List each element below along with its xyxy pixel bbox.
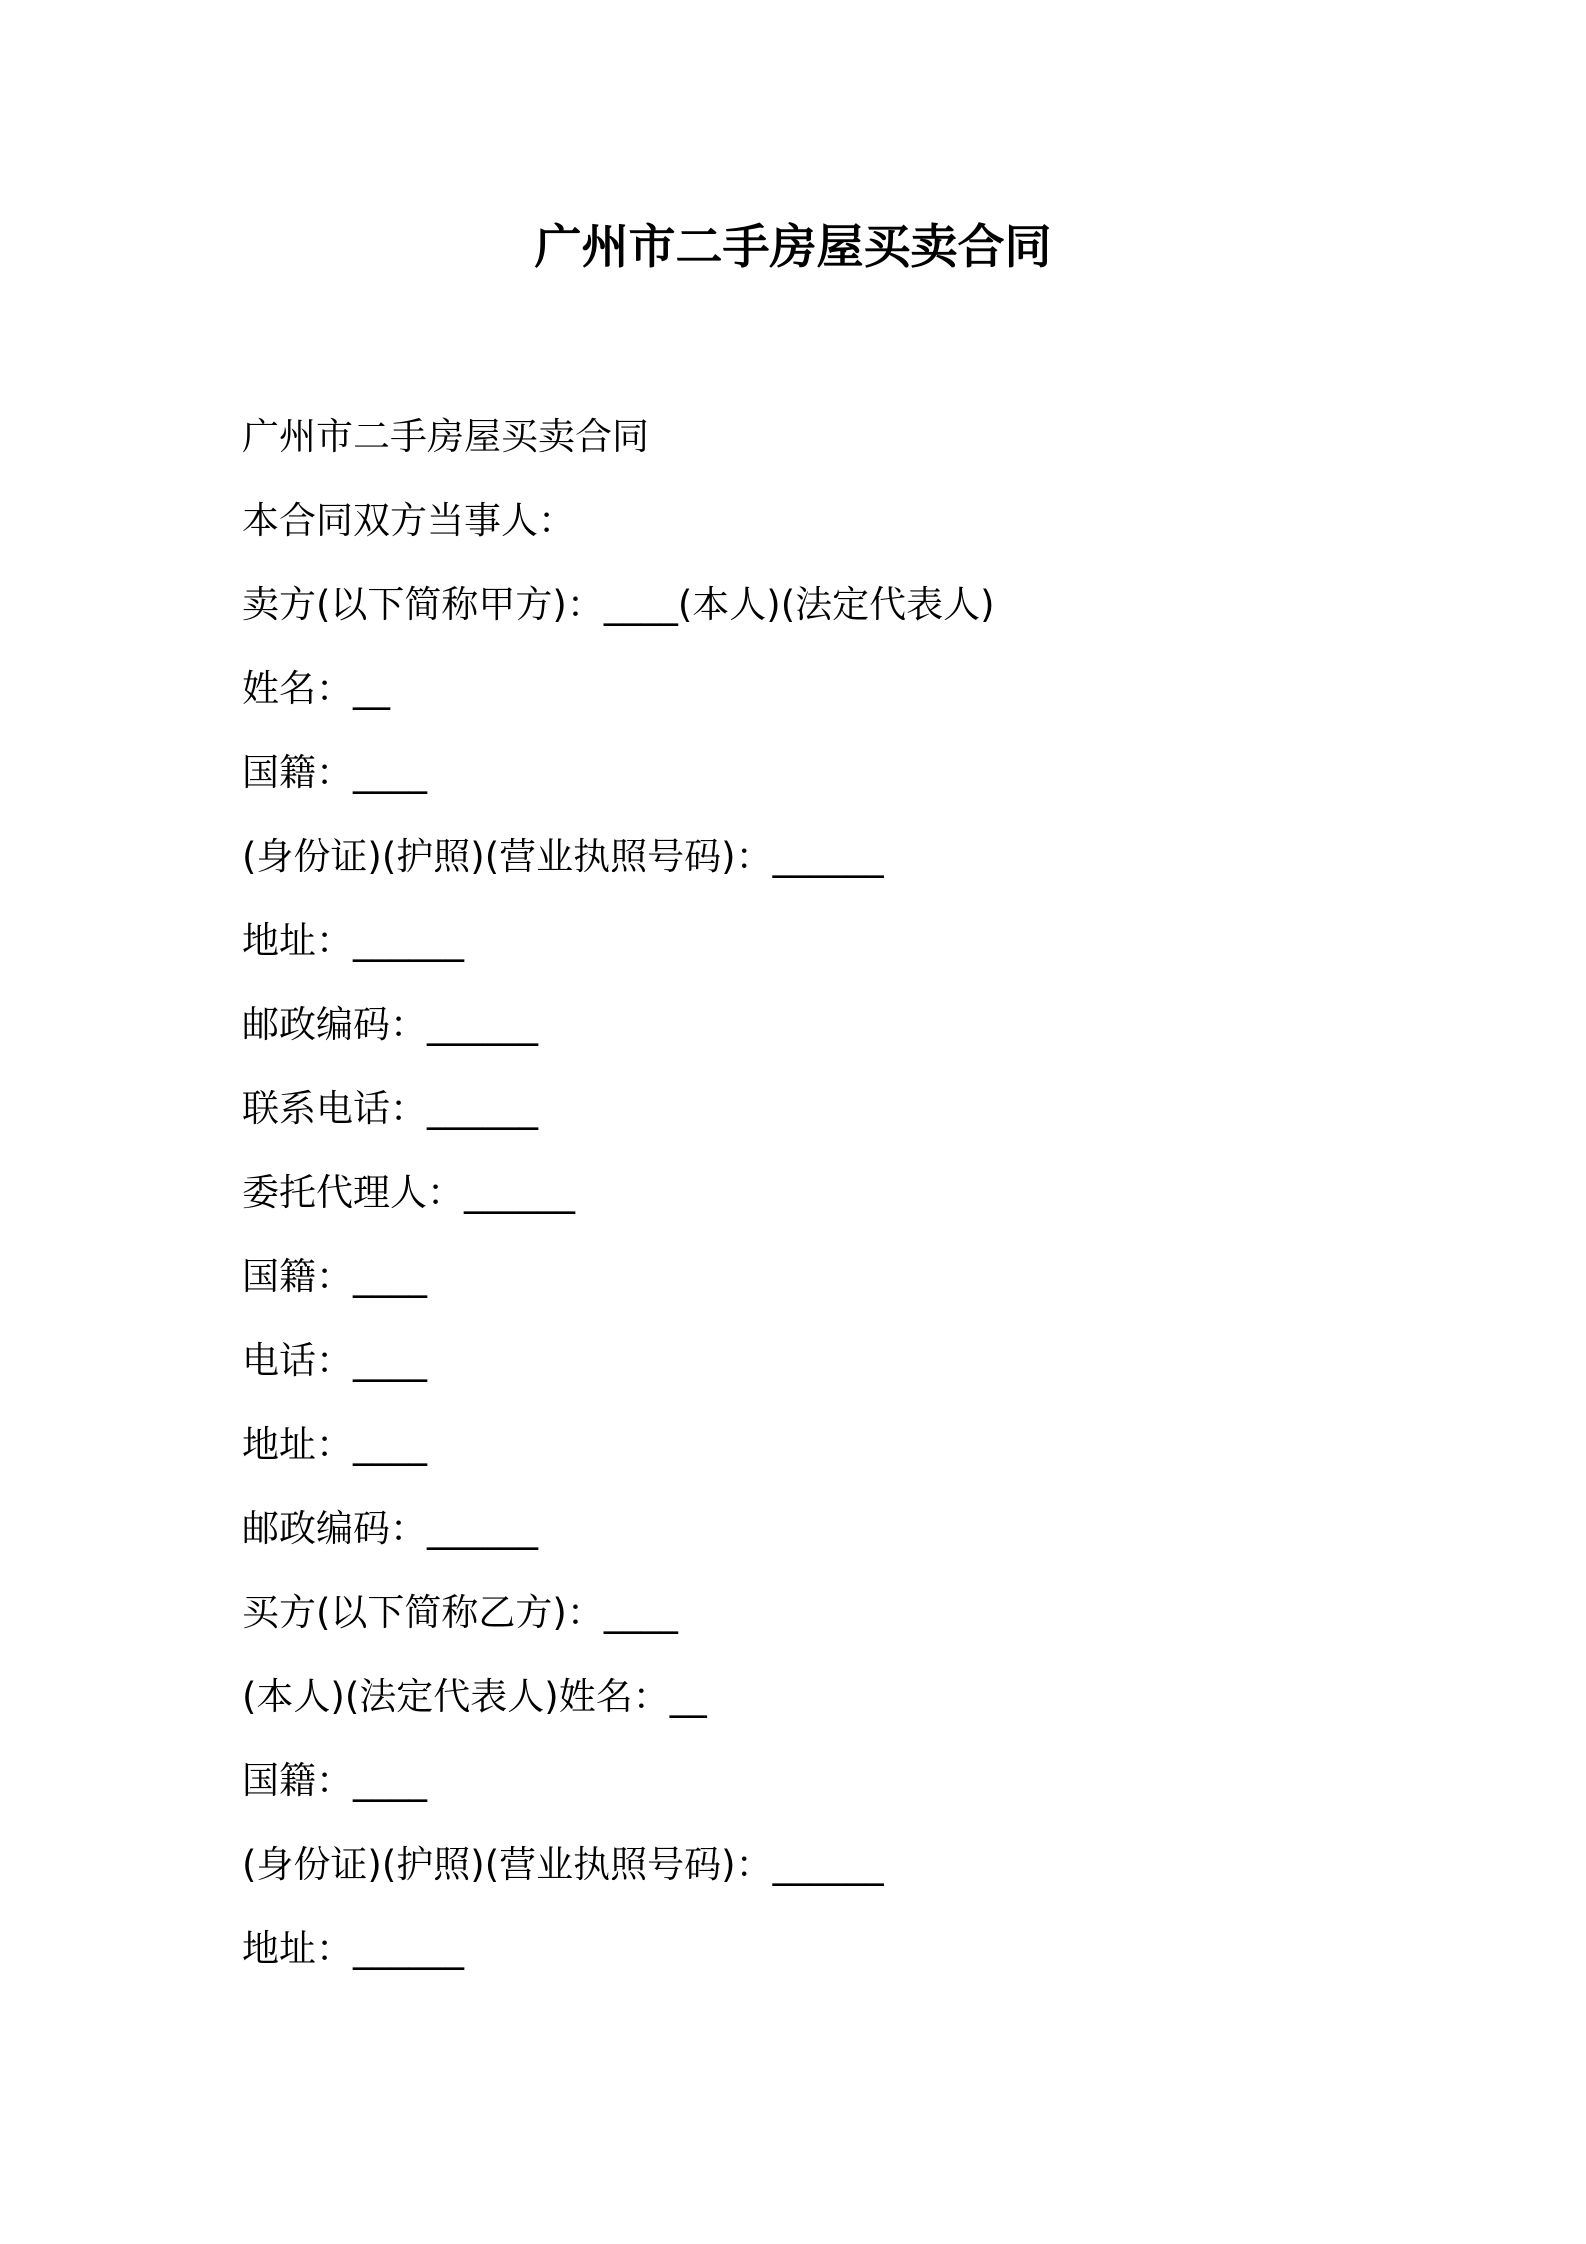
buyer-nationality: 国籍：____ xyxy=(242,1759,427,1802)
buyer-id-number: (身份证)(护照)(营业执照号码)：______ xyxy=(242,1843,884,1886)
buyer-line: 买方(以下简称乙方)：____ xyxy=(242,1591,678,1634)
contract-heading: 广州市二手房屋买卖合同 xyxy=(242,415,649,458)
seller-nationality: 国籍：____ xyxy=(242,751,427,794)
agent-phone: 电话：____ xyxy=(242,1339,427,1382)
agent-postcode: 邮政编码：______ xyxy=(242,1507,538,1550)
seller-id-number: (身份证)(护照)(营业执照号码)：______ xyxy=(242,835,884,878)
buyer-name: (本人)(法定代表人)姓名：__ xyxy=(242,1675,707,1718)
seller-name: 姓名：__ xyxy=(242,667,390,710)
agent-nationality: 国籍：____ xyxy=(242,1255,427,1298)
seller-postcode: 邮政编码：______ xyxy=(242,1003,538,1046)
buyer-address: 地址：______ xyxy=(242,1927,464,1970)
seller-line: 卖方(以下简称甲方)：____(本人)(法定代表人) xyxy=(242,583,995,626)
parties-intro: 本合同双方当事人： xyxy=(242,499,575,542)
agent-address: 地址：____ xyxy=(242,1423,427,1466)
seller-phone: 联系电话：______ xyxy=(242,1087,538,1130)
seller-agent: 委托代理人：______ xyxy=(242,1171,575,1214)
seller-address: 地址：______ xyxy=(242,919,464,962)
document-title: 广州市二手房屋买卖合同 xyxy=(534,220,1052,275)
